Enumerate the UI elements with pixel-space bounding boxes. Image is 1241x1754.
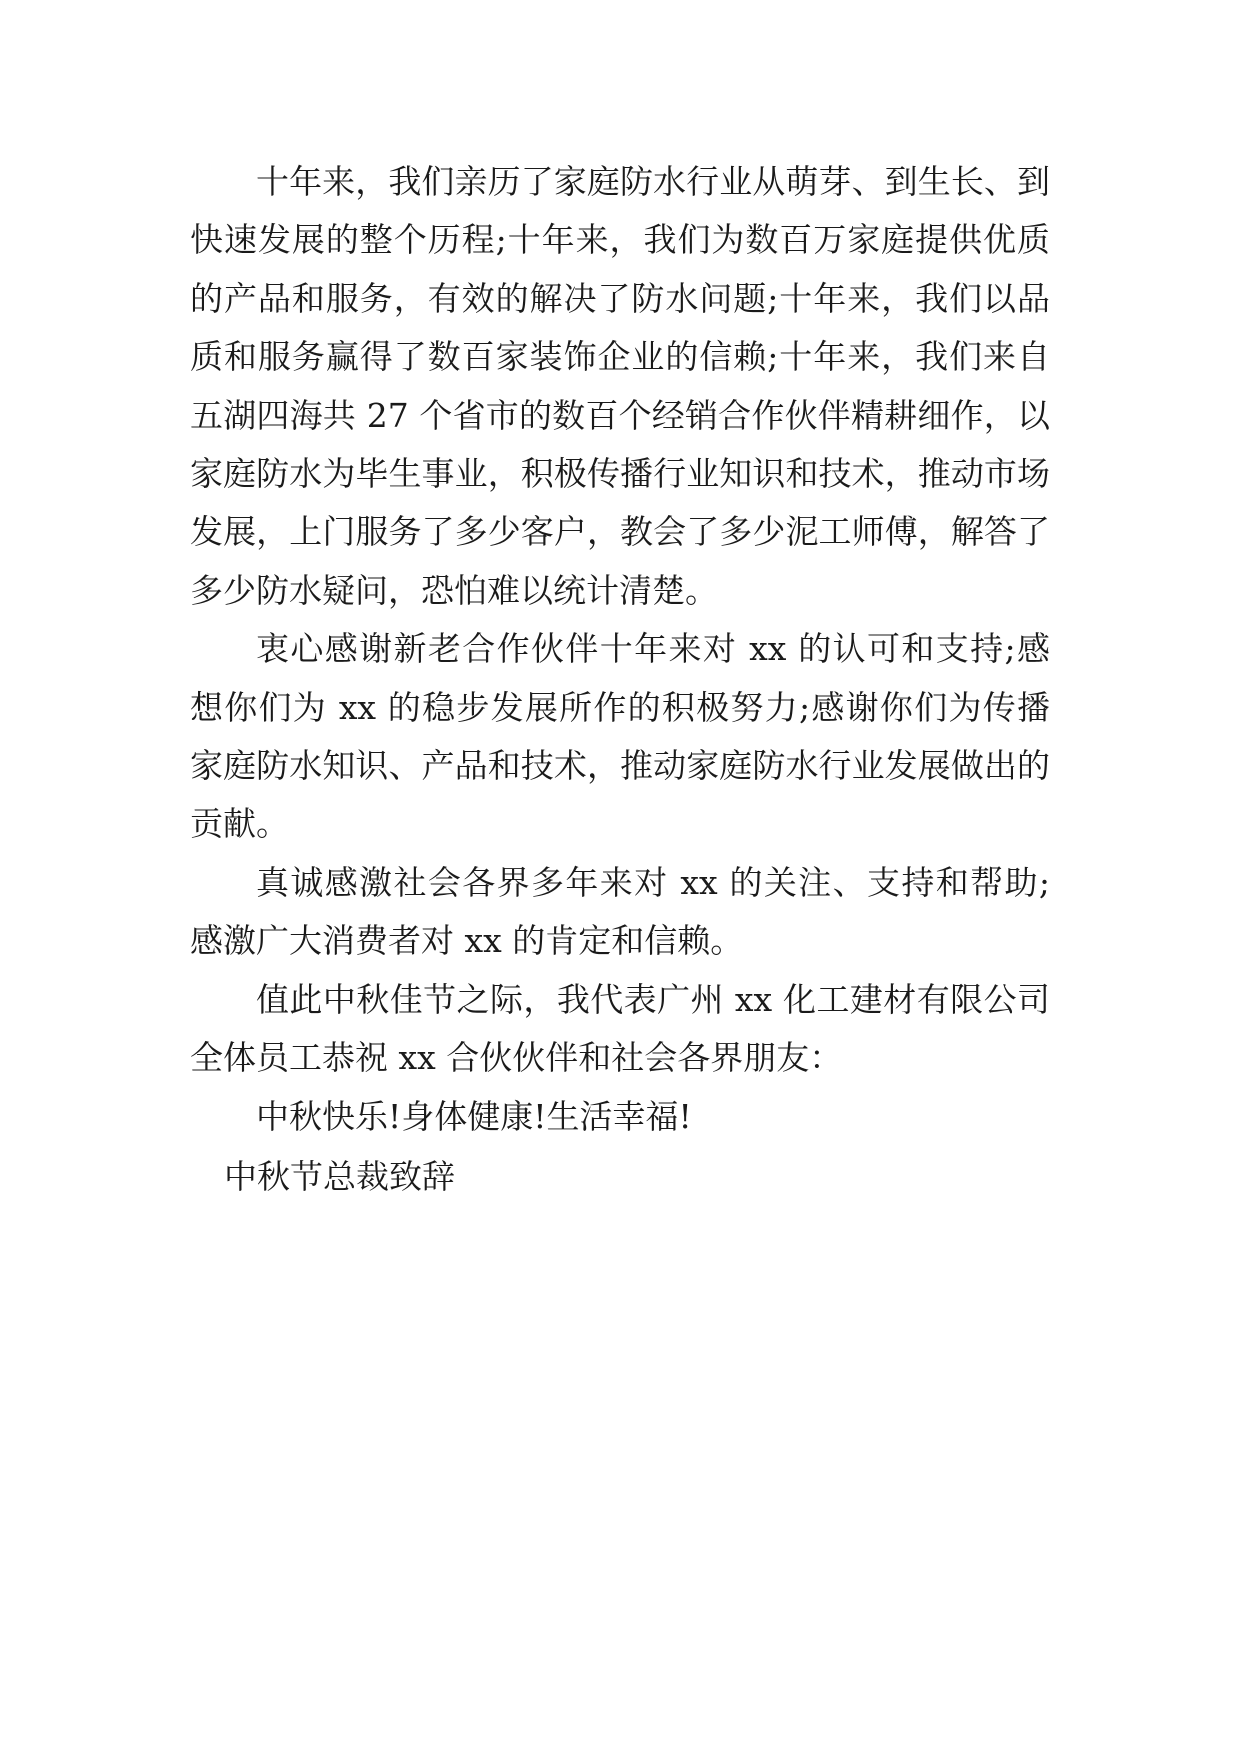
document-body: [190, 153, 1050, 1146]
paragraph-decade-history: 十年来，我们亲历了家庭防水行业从萌芽、到生长、到快速发展的整个历程;十年来，我们为数百万家庭提供优质的产品和服务，有效的解决了防水问题;十年来，我们以品质和服务赢得了数百家装饰企业的信赖;十年来，我们来自五湖四海共 27 个省市的数百个经销合作伙伴精耕细作，以家庭防水为毕生事业，积极传播行业知识和技术，推动市场发展，上门服务了多少客户，教会了多少泥工师傅，解答了多少防水疑问，恐怕难以统计清楚。: [190, 162, 1050, 610]
paragraph-thanks-society: 真诚感激社会各界多年来对 xx 的关注、支持和帮助;感激广大消费者对 xx 的肯定和信赖。: [190, 862, 1050, 961]
paragraph-festival-greeting: 值此中秋佳节之际，我代表广州 xx 化工建材有限公司全体员工恭祝 xx 合伙伙伴和社会各界朋友：: [190, 979, 1050, 1078]
paragraph-thanks-partners: 衷心感谢新老合作伙伴十年来对 xx 的认可和支持;感想你们为 xx 的稳步发展所作的积极努力;感谢你们为传播家庭防水知识、产品和技术，推动家庭防水行业发展做出的贡献。: [190, 629, 1050, 844]
paragraph-wishes: 中秋快乐!身体健康!生活幸福!: [256, 1096, 692, 1136]
footer-title: 中秋节总裁致辞: [224, 1157, 455, 1196]
